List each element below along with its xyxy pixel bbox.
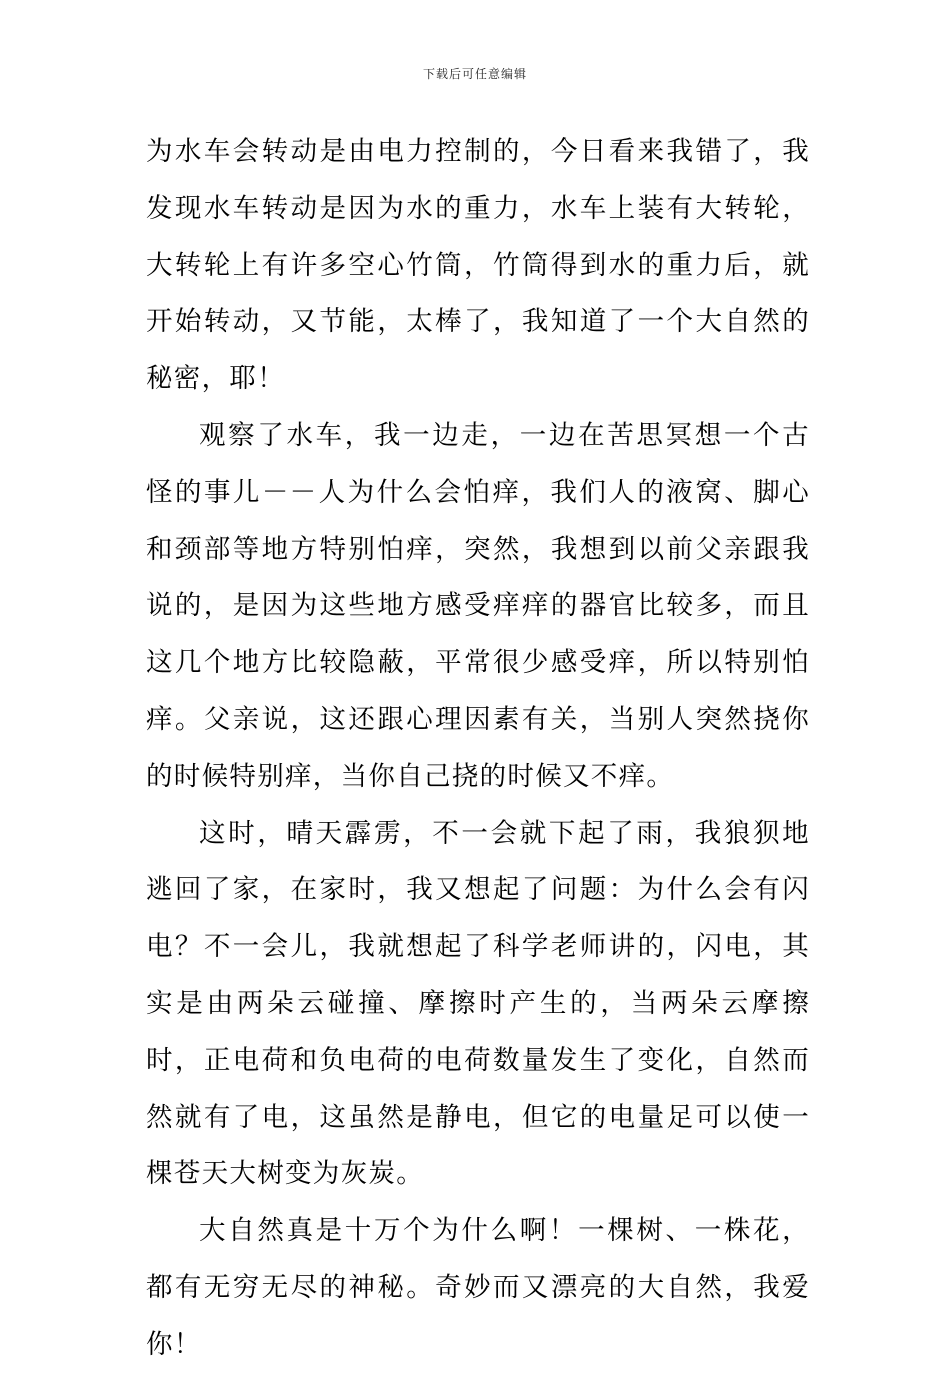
paragraph-lightning: 这时，晴天霹雳，不一会就下起了雨，我狼狈地逃回了家，在家时，我又想起了问题：为什么会有闪电？不一会儿，我就想起了科学老师讲的，闪电，其实是由两朵云碰撞、摩擦时产生的，当两朵云摩擦时，正电荷和负电荷的电荷数量发生了变化，自然而然就有了电，这虽然是静电，但它的电量足可以使一棵苍天大树变为灰炭。 [146,817,810,1190]
paragraph-conclusion: 大自然真是十万个为什么啊！一棵树、一株花，都有无穷无尽的神秘。奇妙而又漂亮的大自然，我爱你！ [146,1215,810,1360]
document-body [146,124,810,1374]
paragraph-continuation: 为水车会转动是由电力控制的，今日看来我错了，我发现水车转动是因为水的重力，水车上装有大转轮，大转轮上有许多空心竹筒，竹筒得到水的重力后，就开始转动，又节能，太棒了，我知道了一个大自然的秘密，耶！ [146,136,810,395]
page-header: 下载后可任意编辑 [422,67,527,81]
paragraph-waterwheel-tickle: 观察了水车，我一边走，一边在苦思冥想一个古怪的事儿－－人为什么会怕痒，我们人的液窝、脚心和颈部等地方特别怕痒，突然，我想到以前父亲跟我说的，是因为这些地方感受痒痒的器官比较多，而且这几个地方比较隐蔽，平常很少感受痒，所以特别怕痒。父亲说，这还跟心理因素有关，当别人突然挠你的时候特别痒，当你自己挠的时候又不痒。 [146,419,810,792]
